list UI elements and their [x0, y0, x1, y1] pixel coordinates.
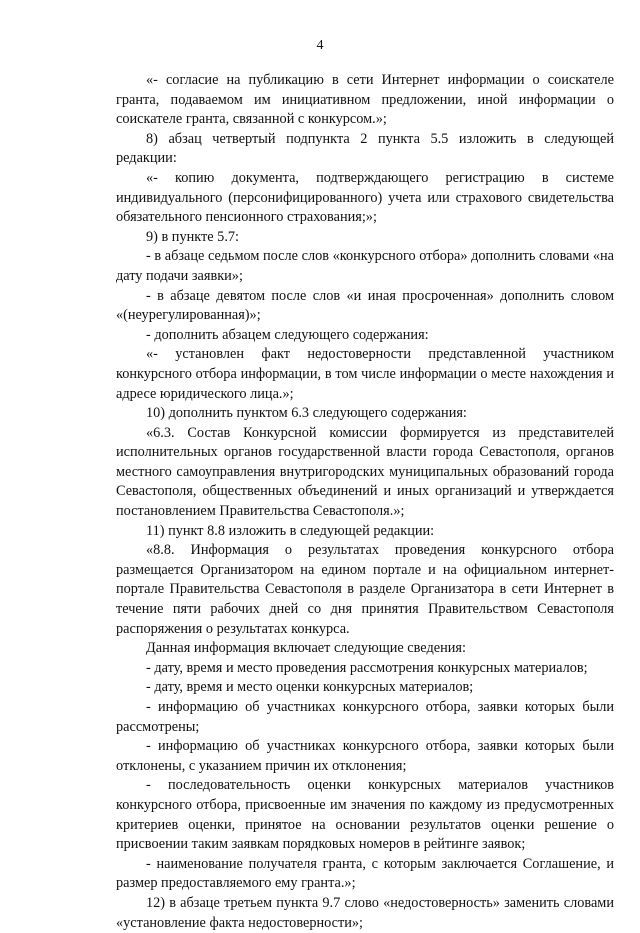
paragraph: - информацию об участниках конкурсного отбора, заявки которых были рассмотрены;: [116, 699, 614, 735]
paragraph: 9) в пункте 5.7:: [146, 228, 240, 245]
paragraph: - в абзаце девятом после слов «и иная просроченная» дополнить словом «(неурегулированная)»;: [116, 287, 614, 324]
paragraph: - дополнить абзацем следующего содержания:: [146, 326, 429, 343]
paragraph: - в абзаце седьмом после слов «конкурсного отбора» дополнить словами «на дату подачи заявки»;: [116, 248, 614, 284]
paragraph: Данная информация включает следующие сведения:: [146, 640, 466, 657]
paragraph: «- копию документа, подтверждающего регистрацию в системе индивидуального (персонифицированного) учета или страхового свидетельства обязательного пенсионного страхования;»;: [116, 169, 614, 226]
paragraph: - информацию об участниках конкурсного отбора, заявки которых были отклонены, с указанием причин их отклонения;: [116, 738, 614, 774]
paragraph: «- согласие на публикацию в сети Интернет информации о соискателе гранта, подаваемом им инициативном предложении, иной информации о соискателе гранта, связанной с конкурсом.»;: [116, 72, 614, 128]
paragraph: 8) абзац четвертый подпункта 2 пункта 5.5 изложить в следующей редакции:: [116, 130, 614, 167]
paragraph: 12) в абзаце третьем пункта 9.7 слово «недостоверность» заменить словами «установление факта недостоверности»;: [116, 894, 614, 931]
paragraph: - наименование получателя гранта, с которым заключается Соглашение, и размер предоставляемого ему гранта.»;: [116, 855, 614, 892]
paragraph: 10) дополнить пунктом 6.3 следующего содержания:: [146, 405, 467, 422]
paragraph: «8.8. Информация о результатах проведения конкурсного отбора размещается Организатором на едином портале и на официальном интернет-портале Правительства Севастополя в разделе Организатора в сети Интернет в течение пяти рабочих дней со дня принятия Правительством Севастополя распоряжения о результатах конкурса.: [116, 542, 614, 637]
paragraph: 11) пункт 8.8 изложить в следующей редакции:: [146, 522, 435, 539]
paragraph: - последовательность оценки конкурсных материалов участников конкурсного отбора, присвоенные им значения по каждому из предусмотренных критериев оценки, принятое на основании результатов оценки решение о присвоении таким заявкам порядковых номеров в рейтинге заявок;: [116, 777, 614, 853]
paragraph: - дату, время и место проведения рассмотрения конкурсных материалов;: [146, 659, 588, 676]
paragraph: «- установлен факт недостоверности представленной участником конкурсного отбора информации, в том числе информации о месте нахождения и адресе юридического лица.»;: [116, 346, 614, 402]
document-body: [116, 71, 614, 933]
paragraph: «6.3. Состав Конкурсной комиссии формируется из представителей исполнительных органов государственной власти города Севастополя, органов местного самоуправления внутригородских муниципальных образований города Севастополя, общественных объединений и иных организаций и утверждается постановлением Правительства Севастополя.»;: [116, 424, 614, 520]
page-number: 4: [316, 38, 324, 53]
paragraph: - дату, время и место оценки конкурсных материалов;: [146, 679, 474, 696]
